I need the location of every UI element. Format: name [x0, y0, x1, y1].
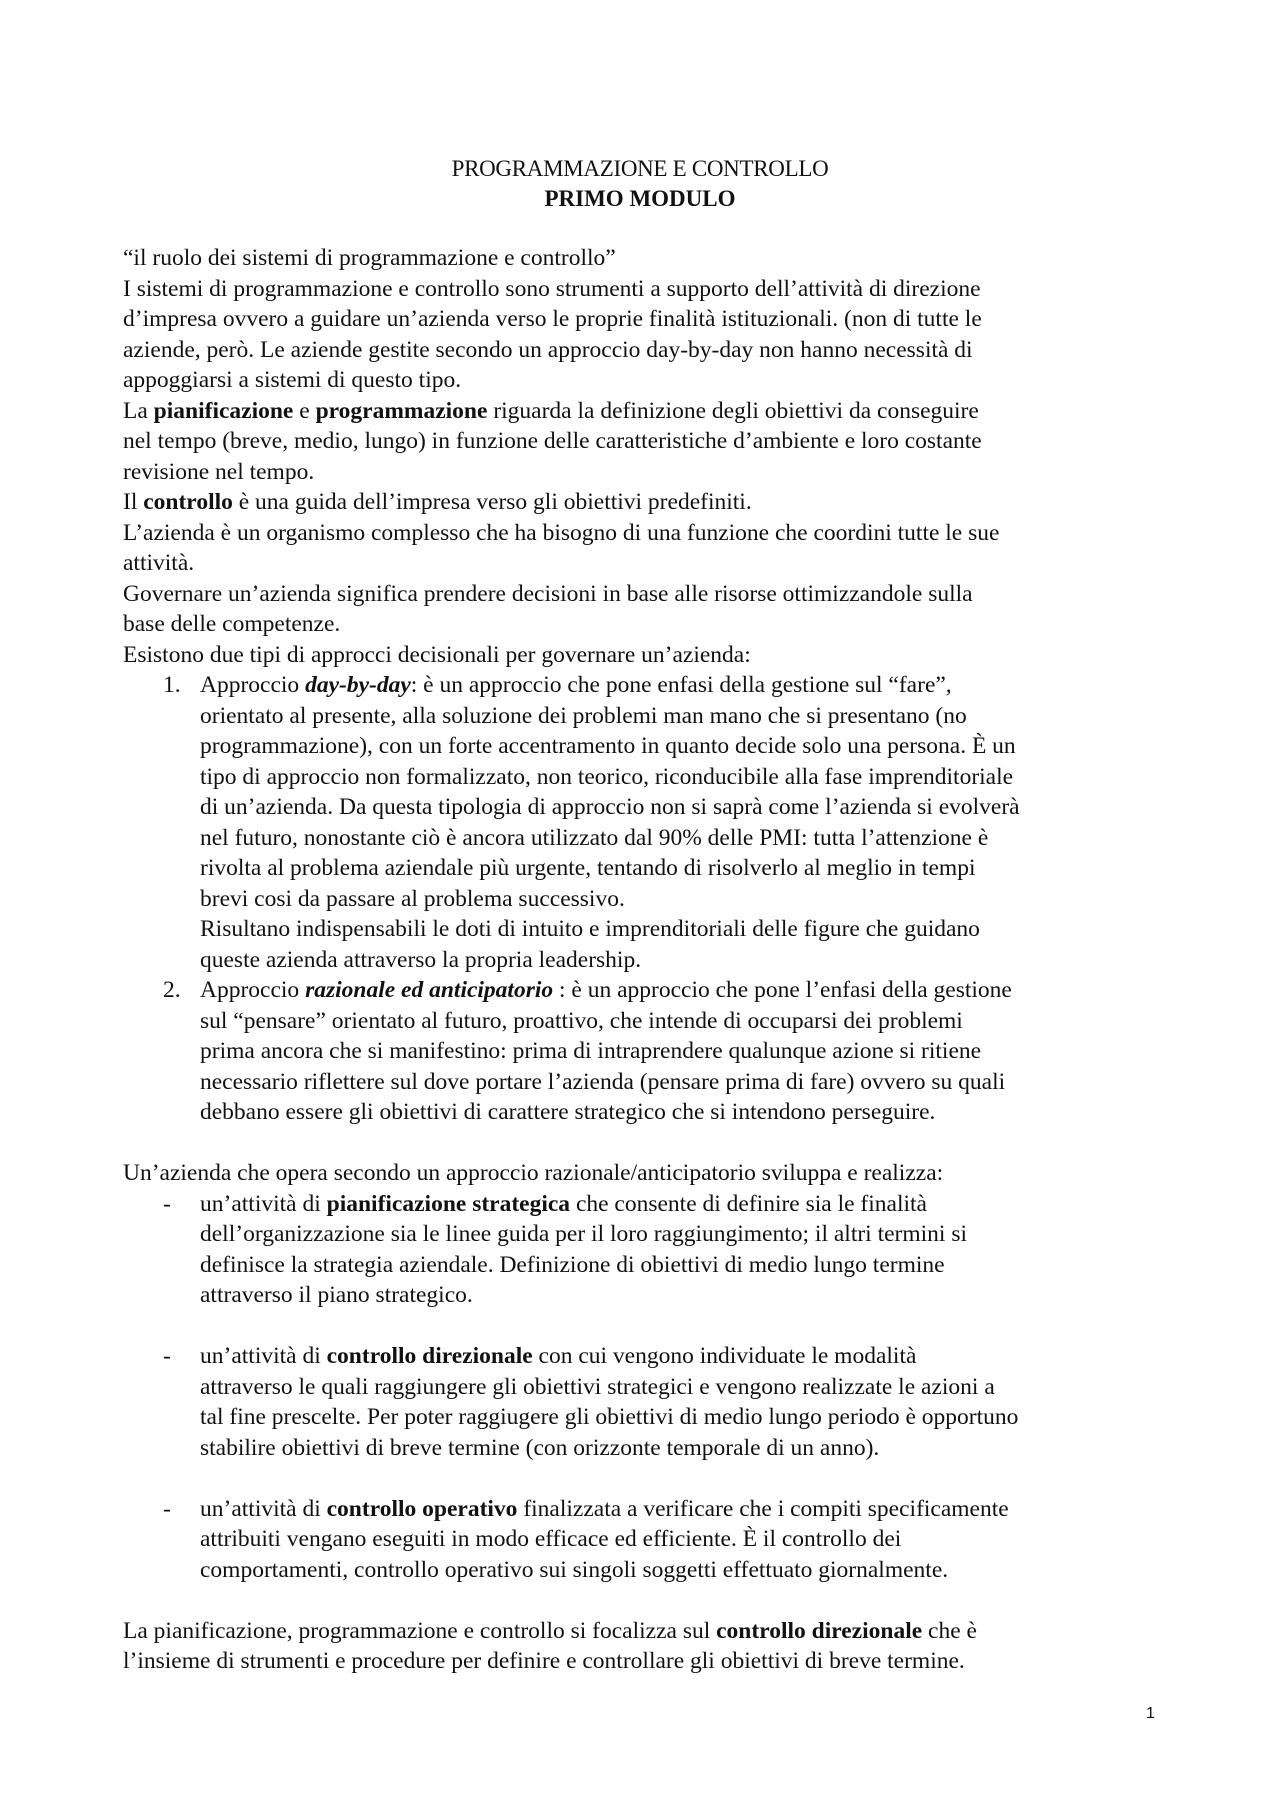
text-segment: : è un approccio che pone l’enfasi della gestione [553, 977, 1012, 1003]
text-segment: rivolta al problema aziendale più urgente, tentando di risolverlo al meglio in tempi [200, 855, 976, 881]
text-segment: tal fine prescelte. Per poter raggiugere gli obiettivi di medio lungo periodo è opportuno [200, 1404, 1019, 1430]
text-line [123, 1524, 1173, 1555]
text-segment: nel futuro, nonostante ciò è ancora utilizzato dal 90% delle PMI: tutta l’attenzione è [200, 824, 989, 851]
text-line [123, 1067, 1173, 1098]
text-segment: l’insieme di strumenti e procedure per definire e controllare gli obiettivi di breve termine. [123, 1648, 965, 1674]
blank-line [123, 1463, 1173, 1494]
text-segment: è una guida dell’impresa verso gli obiettivi predefiniti. [232, 489, 752, 515]
emphasized-text: controllo [143, 489, 233, 515]
document-body [123, 243, 1173, 1677]
text-segment: un’attività di [200, 1495, 327, 1522]
text-segment: Esistono due tipi di approcci decisionali per governare un’azienda: [123, 641, 751, 668]
text-line [123, 365, 1173, 396]
text-segment: attraverso il piano strategico. [200, 1282, 473, 1308]
text-line [123, 548, 1173, 579]
text-line [123, 518, 1173, 549]
list-item-line [123, 1494, 1173, 1525]
text-segment: necessario riflettere sul dove portare l’azienda (pensare prima di fare) ovvero su quali [200, 1068, 1006, 1095]
text-line [123, 1646, 1173, 1677]
blank-line [123, 1311, 1173, 1342]
list-number: 1. [163, 672, 181, 698]
text-segment: La pianificazione, programmazione e controllo si focalizza sul [123, 1617, 717, 1644]
text-segment: e [293, 397, 316, 424]
text-line [123, 396, 1173, 427]
text-line [123, 1616, 1173, 1647]
text-line [123, 1372, 1173, 1403]
emphasized-text: controllo direzionale [326, 1343, 533, 1369]
text-segment: Il [123, 489, 144, 515]
text-segment: “il ruolo dei sistemi di programmazione e controllo” [123, 245, 616, 271]
text-segment: sul “pensare” orientato al futuro, proattivo, che intende di occuparsi dei problemi [200, 1007, 963, 1034]
text-line [123, 884, 1173, 915]
text-line [123, 1250, 1173, 1281]
text-line [123, 792, 1173, 823]
text-line [123, 762, 1173, 793]
blank-line [123, 1128, 1173, 1159]
text-segment: dell’organizzazione sia le linee guida per il loro raggiungimento; il altri termini si [200, 1221, 967, 1247]
text-line [123, 1158, 1173, 1189]
text-line [123, 731, 1173, 762]
text-line [123, 1402, 1173, 1433]
text-line [123, 823, 1173, 854]
text-line [123, 1097, 1173, 1128]
text-segment: Governare un’azienda significa prendere decisioni in base alle risorse ottimizzandole sulla [123, 580, 973, 607]
text-segment: orientato al presente, alla soluzione dei problemi man mano che si presentano (no [200, 702, 967, 729]
text-segment: stabilire obiettivi di breve termine (con orizzonte temporale di un anno). [200, 1434, 880, 1461]
text-segment: brevi cosi da passare al problema successivo. [200, 885, 625, 912]
list-item-line [123, 975, 1173, 1006]
text-line [123, 243, 1173, 274]
text-segment: un’attività di [200, 1343, 327, 1369]
page-number: 1 [1146, 1705, 1155, 1722]
text-line [123, 487, 1173, 518]
text-line [123, 335, 1173, 366]
text-segment: Un’azienda che opera secondo un approccio razionale/anticipatorio sviluppa e realizza: [123, 1160, 944, 1186]
text-segment: finalizzata a verificare che i compiti specificamente [517, 1495, 1009, 1522]
text-segment: nel tempo (breve, medio, lungo) in funzione delle caratteristiche d’ambiente e loro costante [123, 428, 982, 454]
text-line [123, 914, 1173, 945]
text-line [123, 701, 1173, 732]
emphasized-text: pianificazione strategica [326, 1190, 571, 1217]
text-line [123, 426, 1173, 457]
blank-line [123, 1585, 1173, 1616]
text-segment: queste azienda attraverso la propria leadership. [200, 946, 642, 973]
text-line [123, 1555, 1173, 1586]
text-line [123, 457, 1173, 488]
text-segment: Approccio [200, 977, 306, 1003]
text-line [123, 304, 1173, 335]
text-segment: base delle competenze. [123, 611, 341, 637]
text-line [123, 579, 1173, 610]
text-segment: appoggiarsi a sistemi di questo tipo. [123, 367, 462, 393]
text-segment: attività. [123, 550, 195, 576]
emphasized-text: pianificazione [153, 397, 294, 424]
bullet-dash: - [163, 1343, 171, 1369]
document-title: PROGRAMMAZIONE E CONTROLLO [451, 156, 829, 181]
document-subtitle: PRIMO MODULO [544, 186, 736, 211]
text-segment: riguarda la definizione degli obiettivi da conseguire [487, 397, 979, 424]
text-line [123, 1280, 1173, 1311]
text-segment: comportamenti, controllo operativo sui singoli soggetti effettuato giornalmente. [200, 1556, 949, 1583]
text-segment: debbano essere gli obiettivi di carattere strategico che si intendono perseguire. [200, 1099, 936, 1125]
text-segment: attraverso le quali raggiungere gli obiettivi strategici e vengono realizzate le azioni a [200, 1373, 995, 1400]
text-line [123, 274, 1173, 305]
list-item-line [123, 1341, 1173, 1372]
text-line [123, 640, 1173, 671]
text-line [123, 609, 1173, 640]
text-segment: prima ancora che si manifestino: prima di intraprendere qualunque azione si ritiene [200, 1038, 982, 1064]
text-segment: che consente di definire sia le finalità [570, 1190, 927, 1217]
emphasized-text: razionale ed anticipatorio [305, 977, 554, 1003]
text-segment: che è [922, 1617, 977, 1644]
text-segment: L’azienda è un organismo complesso che ha bisogno di una funzione che coordini tutte le sue [123, 519, 1000, 546]
text-segment: tipo di approccio non formalizzato, non teorico, riconducibile alla fase imprenditoriale [200, 763, 1014, 790]
list-number: 2. [163, 977, 181, 1003]
emphasized-text: controllo operativo [326, 1495, 518, 1522]
text-line [123, 1433, 1173, 1464]
text-segment: programmazione), con un forte accentramento in quanto decide solo una persona. È un [200, 733, 1016, 759]
text-line [123, 1036, 1173, 1067]
bullet-dash: - [163, 1190, 171, 1217]
text-segment: con cui vengono individuate le modalità [532, 1343, 917, 1369]
emphasized-text: programmazione [315, 397, 488, 424]
text-line [123, 945, 1173, 976]
text-segment: Approccio [200, 672, 306, 698]
emphasized-text: day-by-day [305, 672, 411, 698]
emphasized-text: controllo direzionale [716, 1617, 923, 1644]
bullet-dash: - [163, 1495, 171, 1522]
list-item-line [123, 1189, 1173, 1220]
text-line [123, 1219, 1173, 1250]
text-segment: attribuiti vengano eseguiti in modo efficace ed efficiente. È il controllo dei [200, 1526, 902, 1552]
text-segment: definisce la strategia aziendale. Definizione di obiettivi di medio lungo termine [200, 1251, 945, 1278]
text-line [123, 1006, 1173, 1037]
text-segment: I sistemi di programmazione e controllo sono strumenti a supporto dell’attività di direzione [123, 275, 981, 302]
text-segment: d’impresa ovvero a guidare un’azienda verso le proprie finalità istituzionali. (non di tutte le [123, 306, 982, 332]
text-segment: : è un approccio che pone enfasi della gestione sul “fare”, [410, 672, 952, 698]
text-segment: un’attività di [200, 1190, 327, 1217]
text-segment: di un’azienda. Da questa tipologia di approccio non si saprà come l’azienda si evolverà [200, 794, 1020, 820]
list-item-line [123, 670, 1173, 701]
text-segment: Risultano indispensabili le doti di intuito e imprenditoriali delle figure che guidano [200, 916, 980, 942]
text-segment: revisione nel tempo. [123, 458, 315, 485]
text-segment: aziende, però. Le aziende gestite secondo un approccio day-by-day non hanno necessità di [123, 336, 973, 363]
text-segment: La [123, 397, 154, 424]
text-line [123, 853, 1173, 884]
